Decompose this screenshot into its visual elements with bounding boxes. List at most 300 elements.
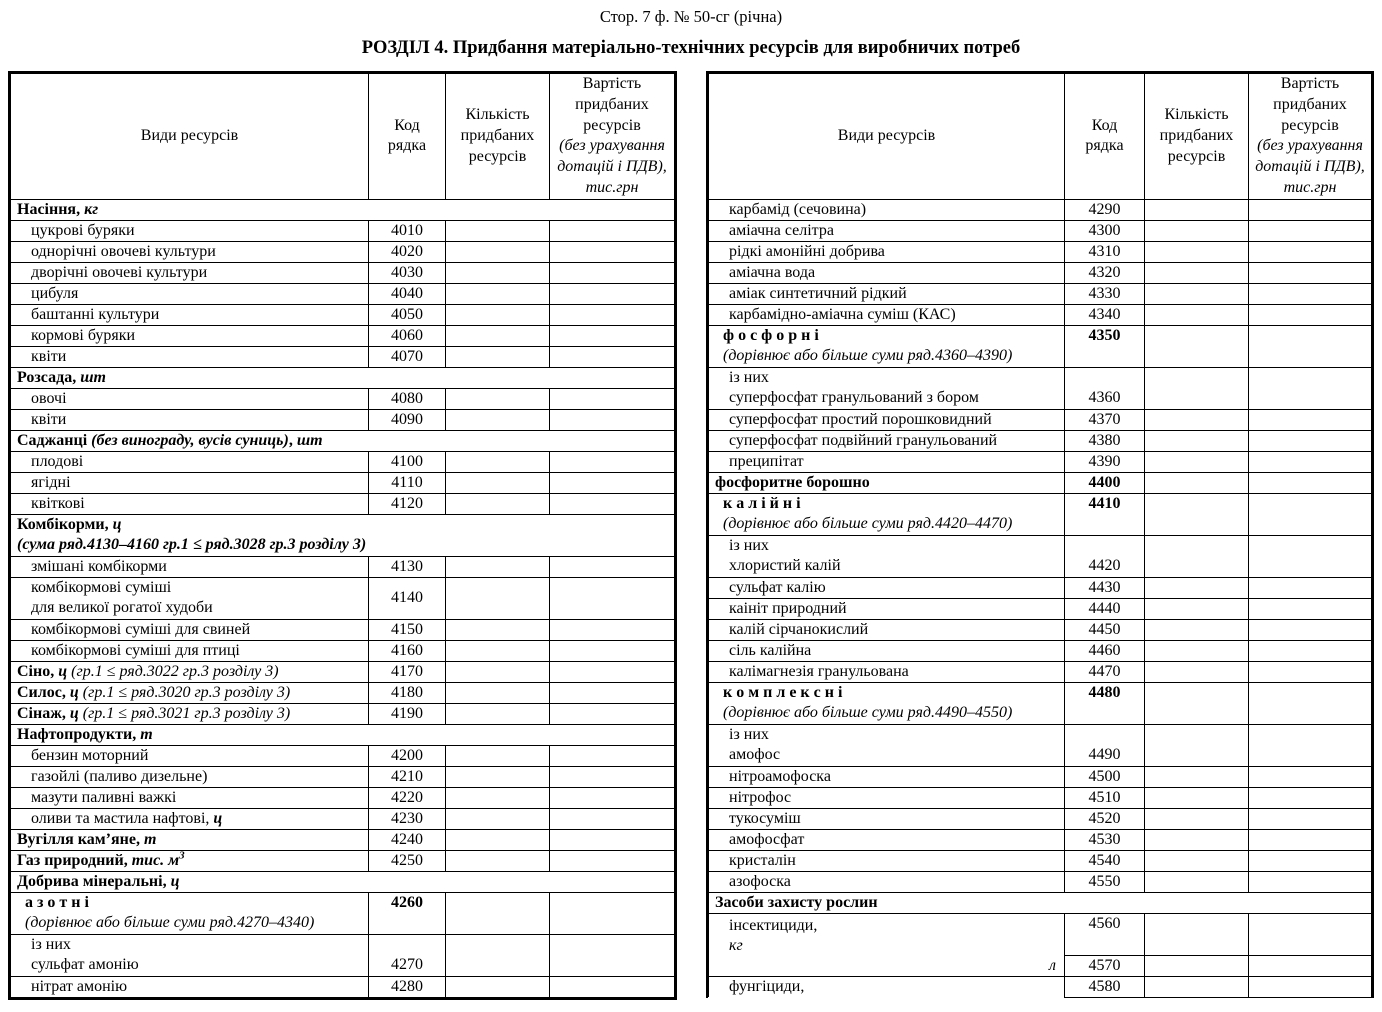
label-line <box>31 746 364 766</box>
table-row <box>709 829 1372 850</box>
resource-label: для великої рогатої худоби <box>31 599 213 617</box>
label-line <box>17 725 670 745</box>
row-code-cell: 4050 <box>369 304 446 325</box>
label-line <box>729 305 1060 325</box>
resource-label-cell <box>11 577 369 619</box>
resource-label-cell <box>709 829 1065 850</box>
quantity-input-cell[interactable] <box>1145 262 1249 283</box>
table-row <box>709 619 1372 640</box>
value-input-cell[interactable] <box>550 703 675 724</box>
label-line <box>715 893 1367 913</box>
quantity-input-cell[interactable] <box>446 934 550 976</box>
value-input-cell[interactable] <box>550 220 675 241</box>
label-line <box>31 284 364 304</box>
table-row <box>11 430 675 451</box>
quantity-input-cell[interactable] <box>1145 367 1249 409</box>
label-line <box>729 830 1060 850</box>
quantity-input-cell[interactable] <box>1145 535 1249 577</box>
column-header-quantity: Кількість придбаних ресурсів <box>446 74 550 200</box>
label-line <box>723 683 1060 703</box>
row-code-cell: 4570 <box>1065 955 1145 976</box>
resource-label: (сума ряд.4130–4160 гр.1 ≤ ряд.3028 гр.3 розділу 3) <box>17 536 367 554</box>
value-input-cell[interactable] <box>550 409 675 430</box>
resource-label: т <box>143 830 157 848</box>
quantity-input-cell[interactable] <box>446 241 550 262</box>
resource-label-cell <box>11 619 369 640</box>
resource-label-cell <box>709 430 1065 451</box>
value-input-cell[interactable] <box>550 346 675 367</box>
quantity-input-cell[interactable] <box>446 451 550 472</box>
resource-label: дворічні овочеві культури <box>31 263 208 281</box>
resource-label: квіти <box>31 347 67 365</box>
label-line <box>729 263 1060 283</box>
row-code-cell: 4290 <box>1065 199 1145 220</box>
value-input-cell[interactable] <box>550 976 675 997</box>
quantity-input-cell[interactable] <box>446 829 550 850</box>
resource-label-cell <box>709 535 1065 577</box>
quantity-input-cell[interactable] <box>446 661 550 682</box>
quantity-input-cell[interactable] <box>1145 976 1249 997</box>
value-input-cell[interactable] <box>550 493 675 514</box>
resource-label: оливи та мастила нафтові, <box>31 809 214 827</box>
right-table-wrapper <box>706 71 1374 998</box>
label-line <box>729 872 1060 892</box>
quantity-input-cell[interactable] <box>446 808 550 829</box>
quantity-input-cell[interactable] <box>1145 829 1249 850</box>
quantity-input-cell[interactable] <box>1145 451 1249 472</box>
value-input-cell[interactable] <box>550 556 675 577</box>
label-line <box>723 326 1060 346</box>
row-code-cell: 4280 <box>369 976 446 997</box>
table-header-right <box>709 74 1372 200</box>
quantity-input-cell[interactable] <box>446 493 550 514</box>
resource-label-cell <box>709 199 1065 220</box>
resource-label: нітроамофоска <box>729 767 831 785</box>
resource-label: т <box>140 725 153 743</box>
resource-label: преципітат <box>729 452 804 470</box>
quantity-input-cell[interactable] <box>1145 493 1249 535</box>
label-line <box>729 368 1060 388</box>
value-input-cell[interactable] <box>1249 640 1372 661</box>
table-row <box>11 220 675 241</box>
quantity-input-cell[interactable] <box>1145 724 1249 766</box>
label-line <box>723 514 1060 534</box>
table-row <box>11 976 675 997</box>
label-line <box>729 767 1060 787</box>
value-input-cell[interactable] <box>1249 409 1372 430</box>
row-code-cell: 4180 <box>369 682 446 703</box>
section-header-cell <box>11 724 675 745</box>
unit-label: л <box>1049 956 1056 974</box>
quantity-input-cell[interactable] <box>446 325 550 346</box>
row-code-cell: 4100 <box>369 451 446 472</box>
quantity-input-cell[interactable] <box>446 682 550 703</box>
table-row <box>11 451 675 472</box>
table-row <box>709 409 1372 430</box>
row-code-cell: 4450 <box>1065 619 1145 640</box>
label-line <box>729 452 1060 472</box>
resource-label-cell <box>11 388 369 409</box>
row-code-cell: 4460 <box>1065 640 1145 661</box>
value-input-cell[interactable] <box>1249 682 1372 724</box>
quantity-input-cell[interactable] <box>446 346 550 367</box>
quantity-input-cell[interactable] <box>1145 619 1249 640</box>
resource-label-cell <box>11 745 369 766</box>
value-input-cell[interactable] <box>1249 598 1372 619</box>
row-code-cell: 4110 <box>369 472 446 493</box>
table-row <box>11 367 675 388</box>
value-input-cell[interactable] <box>1249 976 1372 997</box>
row-code-cell: 4510 <box>1065 787 1145 808</box>
resource-label-cell <box>709 787 1065 808</box>
value-input-cell[interactable] <box>1249 829 1372 850</box>
table-row <box>709 199 1372 220</box>
section-header-cell <box>11 367 675 388</box>
quantity-input-cell[interactable] <box>446 283 550 304</box>
quantity-input-cell[interactable] <box>446 745 550 766</box>
quantity-input-cell[interactable] <box>1145 241 1249 262</box>
quantity-input-cell[interactable] <box>446 262 550 283</box>
quantity-input-cell[interactable] <box>1145 661 1249 682</box>
label-line <box>729 809 1060 829</box>
table-row <box>11 388 675 409</box>
quantity-input-cell[interactable] <box>1145 808 1249 829</box>
value-input-cell[interactable] <box>1249 493 1372 535</box>
resource-label: ягідні <box>31 473 71 491</box>
resource-label: комбікормові суміші <box>31 579 172 597</box>
table-row <box>709 262 1372 283</box>
quantity-input-cell[interactable] <box>446 619 550 640</box>
label-line <box>729 936 1060 956</box>
value-input-cell[interactable] <box>1249 913 1372 955</box>
resource-label-cell <box>709 325 1065 367</box>
row-code-cell: 4170 <box>369 661 446 682</box>
resource-label: мазути паливні важкі <box>31 788 177 806</box>
value-input-cell[interactable] <box>550 577 675 619</box>
tables-container <box>0 71 1382 1000</box>
value-input-cell[interactable] <box>550 829 675 850</box>
value-input-cell[interactable] <box>550 934 675 976</box>
value-input-cell[interactable] <box>550 892 675 934</box>
table-row <box>709 766 1372 787</box>
table-row <box>709 535 1372 577</box>
quantity-input-cell[interactable] <box>1145 430 1249 451</box>
row-code-cell: 4540 <box>1065 850 1145 871</box>
table-row <box>11 850 675 871</box>
resource-label: шт <box>80 368 106 386</box>
table-row <box>11 262 675 283</box>
row-code-cell: 4080 <box>369 388 446 409</box>
value-input-cell[interactable] <box>1249 367 1372 409</box>
value-input-cell[interactable] <box>1249 325 1372 367</box>
row-code-cell: 4530 <box>1065 829 1145 850</box>
value-input-cell[interactable] <box>550 388 675 409</box>
resource-label-cell <box>11 304 369 325</box>
resource-label-cell <box>11 892 369 934</box>
table-row <box>11 493 675 514</box>
value-input-cell[interactable] <box>1249 955 1372 976</box>
section-header-cell <box>11 199 675 220</box>
value-input-cell[interactable] <box>1249 535 1372 577</box>
table-row <box>11 619 675 640</box>
value-input-cell[interactable] <box>550 283 675 304</box>
resource-label-cell <box>11 262 369 283</box>
resource-label: фосфоритне борошно <box>715 473 870 491</box>
column-header-resource: Види ресурсів <box>11 74 369 200</box>
row-code-cell: 4360 <box>1065 367 1145 409</box>
value-input-cell[interactable] <box>550 661 675 682</box>
resource-label: із них <box>729 726 769 744</box>
table-row <box>709 661 1372 682</box>
resource-label: квіти <box>31 410 67 428</box>
resource-label: Насіння, <box>17 200 85 218</box>
quantity-input-cell[interactable] <box>446 703 550 724</box>
quantity-input-cell[interactable] <box>446 577 550 619</box>
quantity-input-cell[interactable] <box>1145 682 1249 724</box>
value-input-cell[interactable] <box>1249 220 1372 241</box>
resource-label: (гр.1 ≤ ряд.3020 гр.3 розділу 3) <box>82 683 291 701</box>
label-line <box>729 725 1060 745</box>
resource-label: змішані комбікорми <box>31 557 167 575</box>
row-code-cell: 4300 <box>1065 220 1145 241</box>
label-line <box>17 662 364 682</box>
value-input-cell[interactable] <box>1249 619 1372 640</box>
value-input-cell[interactable] <box>1249 787 1372 808</box>
table-row <box>709 913 1372 955</box>
row-code-cell: 4130 <box>369 556 446 577</box>
resource-label-cell <box>11 703 369 724</box>
quantity-input-cell[interactable] <box>1145 598 1249 619</box>
resource-label-cell <box>11 976 369 997</box>
value-input-cell[interactable] <box>1249 283 1372 304</box>
quantity-input-cell[interactable] <box>446 304 550 325</box>
quantity-input-cell[interactable] <box>1145 640 1249 661</box>
table-row <box>709 430 1372 451</box>
label-line <box>729 916 1060 936</box>
value-input-cell[interactable] <box>550 766 675 787</box>
quantity-input-cell[interactable] <box>1145 577 1249 598</box>
resource-label: бензин моторний <box>31 746 149 764</box>
table-row <box>709 976 1372 997</box>
value-input-cell[interactable] <box>550 325 675 346</box>
resource-label-cell <box>11 556 369 577</box>
value-input-cell[interactable] <box>550 745 675 766</box>
label-line <box>723 494 1060 514</box>
value-input-cell[interactable] <box>1249 850 1372 871</box>
quantity-input-cell[interactable] <box>446 556 550 577</box>
label-line <box>17 200 670 220</box>
quantity-input-cell[interactable] <box>1145 871 1249 892</box>
resource-label: ц <box>69 704 83 722</box>
resource-label: Газ природний, <box>17 851 132 869</box>
resource-label: із них <box>729 537 769 555</box>
label-line <box>17 851 364 871</box>
label-line <box>729 788 1060 808</box>
value-input-cell[interactable] <box>550 472 675 493</box>
value-header-note: (без урахування дотацій і ПДВ), тис.грн <box>557 137 667 196</box>
value-input-cell[interactable] <box>1249 430 1372 451</box>
value-input-cell[interactable] <box>1249 262 1372 283</box>
label-line <box>729 388 1060 408</box>
resource-label-cell <box>709 871 1065 892</box>
label-line <box>31 389 364 409</box>
quantity-input-cell[interactable] <box>1145 304 1249 325</box>
row-code-cell: 4240 <box>369 829 446 850</box>
label-line <box>25 913 364 933</box>
table-row <box>11 829 675 850</box>
quantity-input-cell[interactable] <box>446 976 550 997</box>
label-line <box>31 955 364 975</box>
value-input-cell[interactable] <box>550 262 675 283</box>
row-code-cell: 4330 <box>1065 283 1145 304</box>
resource-label: суперфосфат гранульований з бором <box>729 389 979 407</box>
quantity-input-cell[interactable] <box>1145 955 1249 976</box>
value-input-cell[interactable] <box>1249 871 1372 892</box>
value-input-cell[interactable] <box>1249 724 1372 766</box>
resource-label: газойлі (паливо дизельне) <box>31 767 208 785</box>
quantity-input-cell[interactable] <box>446 892 550 934</box>
quantity-input-cell[interactable] <box>1145 199 1249 220</box>
table-row <box>709 892 1372 913</box>
resource-label: цукрові буряки <box>31 221 135 239</box>
label-line <box>729 620 1060 640</box>
value-input-cell[interactable] <box>1249 577 1372 598</box>
row-code-cell: 4350 <box>1065 325 1145 367</box>
table-row <box>11 409 675 430</box>
quantity-input-cell[interactable] <box>1145 409 1249 430</box>
resource-label-cell <box>709 283 1065 304</box>
value-input-cell[interactable] <box>550 640 675 661</box>
label-line <box>31 326 364 346</box>
row-code-cell: 4270 <box>369 934 446 976</box>
quantity-input-cell[interactable] <box>446 388 550 409</box>
quantity-input-cell[interactable] <box>446 409 550 430</box>
table-row <box>11 934 675 976</box>
table-row <box>709 871 1372 892</box>
table-row <box>11 892 675 934</box>
quantity-input-cell[interactable] <box>1145 913 1249 955</box>
quantity-input-cell[interactable] <box>446 766 550 787</box>
label-line <box>729 641 1060 661</box>
resource-label: (гр.1 ≤ ряд.3021 гр.3 розділу 3) <box>82 704 291 722</box>
label-line <box>25 893 364 913</box>
value-input-cell[interactable] <box>550 682 675 703</box>
resource-label: 3 <box>179 850 185 862</box>
value-input-cell[interactable] <box>550 850 675 871</box>
resource-label: кг <box>84 200 99 218</box>
value-input-cell[interactable] <box>550 808 675 829</box>
quantity-input-cell[interactable] <box>1145 850 1249 871</box>
resource-label-cell <box>11 493 369 514</box>
table-row <box>709 472 1372 493</box>
label-line <box>31 809 364 829</box>
value-input-cell[interactable] <box>550 304 675 325</box>
row-code-cell: 4150 <box>369 619 446 640</box>
label-line <box>17 515 670 535</box>
value-input-cell[interactable] <box>550 787 675 808</box>
resource-label-cell <box>709 451 1065 472</box>
quantity-input-cell[interactable] <box>1145 766 1249 787</box>
label-line <box>17 683 364 703</box>
resource-label: а з о т н і <box>25 894 89 912</box>
resource-label: сульфат калію <box>729 578 826 596</box>
value-input-cell[interactable] <box>1249 808 1372 829</box>
value-input-cell[interactable] <box>1249 766 1372 787</box>
quantity-input-cell[interactable] <box>446 787 550 808</box>
quantity-input-cell[interactable] <box>1145 787 1249 808</box>
quantity-input-cell[interactable] <box>446 472 550 493</box>
table-row <box>709 493 1372 535</box>
resource-label: (гр.1 ≤ ряд.3022 гр.3 розділу 3) <box>71 662 279 680</box>
label-line <box>715 473 1060 493</box>
resource-label-cell <box>11 787 369 808</box>
column-header-code: Код рядка <box>369 74 446 200</box>
resource-label: Сіно, <box>17 662 59 680</box>
quantity-input-cell[interactable] <box>446 640 550 661</box>
row-code-cell: 4260 <box>369 892 446 934</box>
row-code-cell: 4580 <box>1065 976 1145 997</box>
resource-label-cell <box>709 409 1065 430</box>
resource-label-cell <box>11 640 369 661</box>
table-row <box>709 787 1372 808</box>
value-input-cell[interactable] <box>1249 451 1372 472</box>
label-line <box>31 557 364 577</box>
row-code-cell: 4560 <box>1065 913 1145 955</box>
quantity-input-cell[interactable] <box>1145 283 1249 304</box>
row-code-cell: 4470 <box>1065 661 1145 682</box>
value-input-cell[interactable] <box>550 619 675 640</box>
table-row <box>709 682 1372 724</box>
table-row <box>709 241 1372 262</box>
row-code-cell: 4500 <box>1065 766 1145 787</box>
resource-label: к а л і й н і <box>723 495 801 513</box>
section-header-cell <box>11 871 675 892</box>
resource-label-cell <box>709 661 1065 682</box>
resource-label: аміак синтетичний рідкий <box>729 284 907 302</box>
resource-label: сульфат амонію <box>31 956 139 974</box>
value-input-cell[interactable] <box>1249 199 1372 220</box>
resource-label: фунгіциди, <box>729 978 805 996</box>
label-line <box>729 242 1060 262</box>
value-input-cell[interactable] <box>1249 661 1372 682</box>
quantity-input-cell[interactable] <box>446 850 550 871</box>
value-input-cell[interactable] <box>1249 241 1372 262</box>
resource-label: аміачна вода <box>729 263 816 281</box>
resource-label: хлористий калій <box>729 557 841 575</box>
label-line <box>729 977 1060 997</box>
quantity-input-cell[interactable] <box>446 220 550 241</box>
section-header-cell <box>11 514 675 556</box>
quantity-input-cell[interactable] <box>1145 325 1249 367</box>
resource-label-cell <box>11 766 369 787</box>
left-table-wrapper <box>8 71 677 1000</box>
resource-label: ц <box>213 809 223 827</box>
label-line <box>31 935 364 955</box>
table-row <box>11 703 675 724</box>
quantity-input-cell[interactable] <box>1145 220 1249 241</box>
value-input-cell[interactable] <box>550 241 675 262</box>
value-input-cell[interactable] <box>1249 304 1372 325</box>
resource-label: каініт природний <box>729 599 847 617</box>
value-input-cell[interactable] <box>1249 472 1372 493</box>
row-code-cell: 4010 <box>369 220 446 241</box>
label-line <box>17 704 364 724</box>
resource-label: Добрива мінеральні, <box>17 872 171 890</box>
quantity-input-cell[interactable] <box>1145 472 1249 493</box>
resource-label-cell <box>11 661 369 682</box>
resource-label-cell <box>11 220 369 241</box>
value-input-cell[interactable] <box>550 451 675 472</box>
